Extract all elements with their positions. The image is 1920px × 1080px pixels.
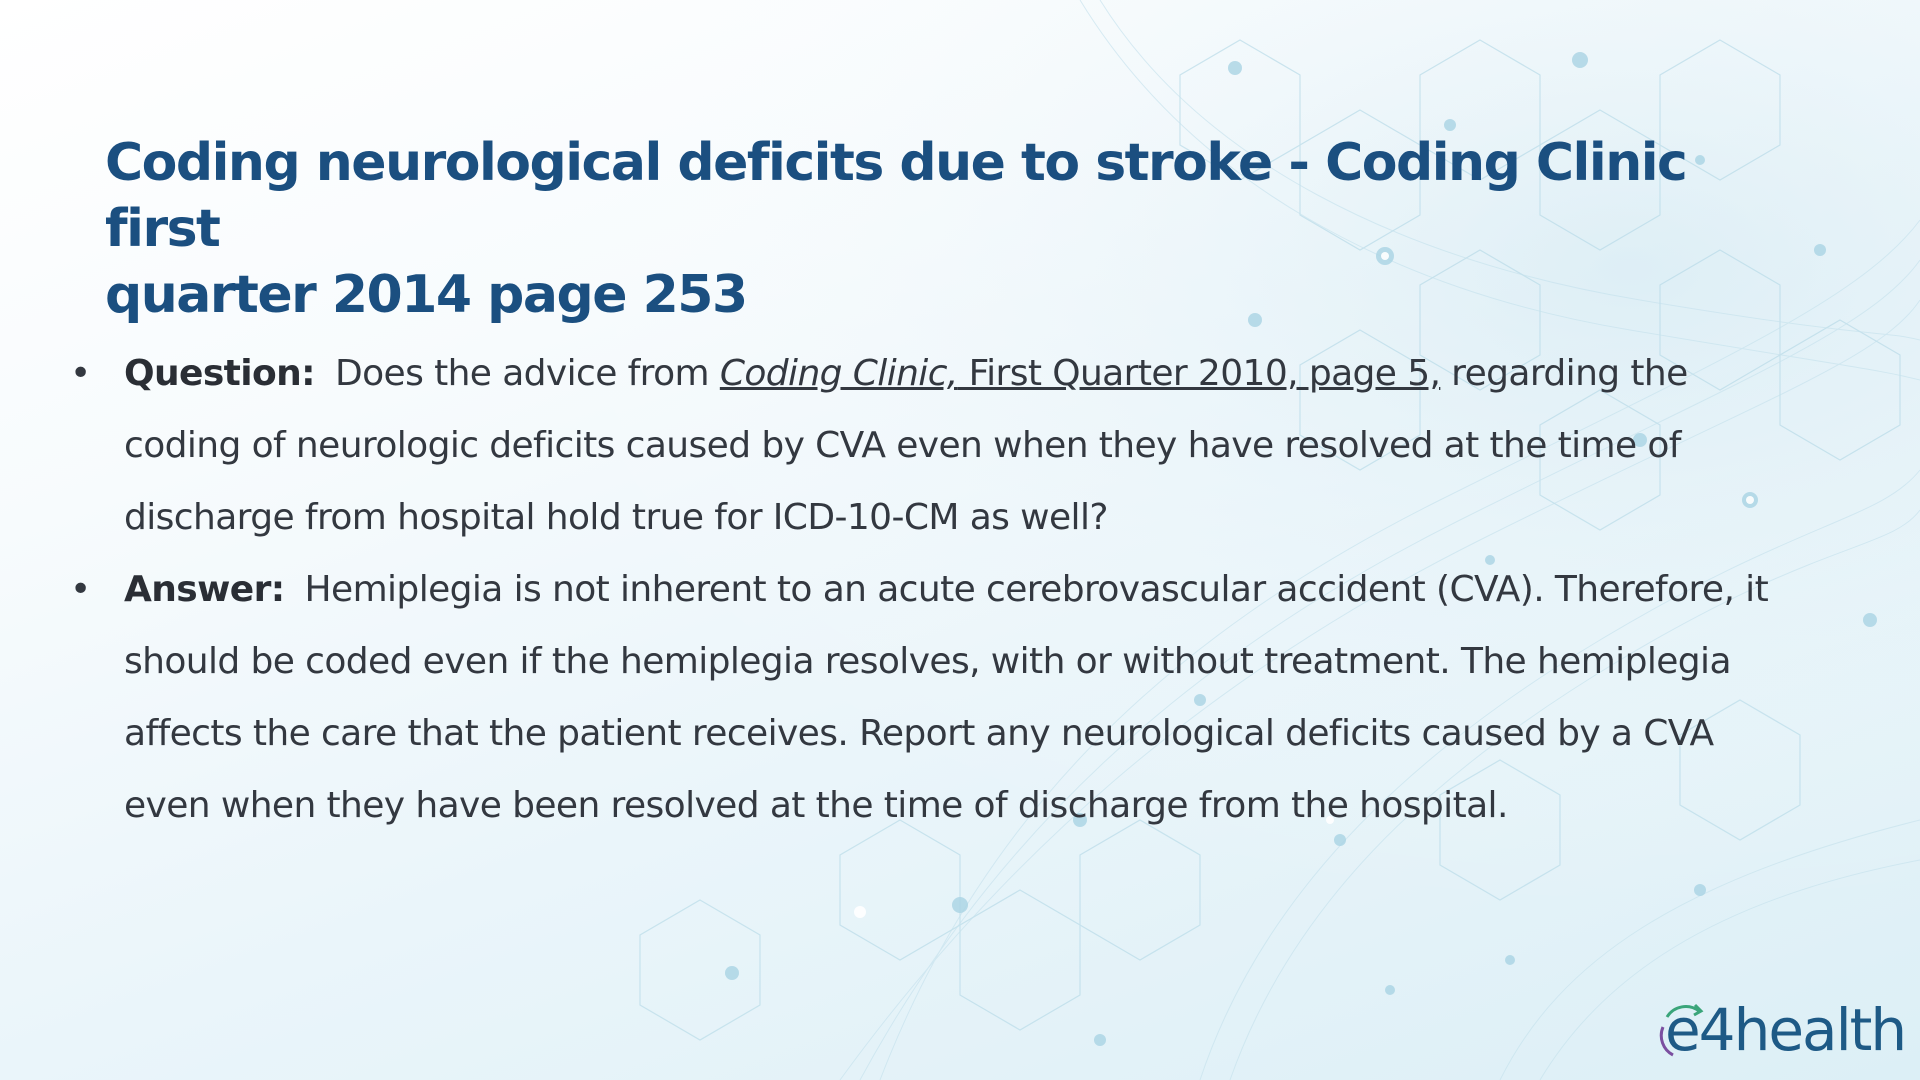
answer-text: Hemiplegia is not inherent to an acute cerebrovascular accident (CVA). Therefore, it should be coded even if the hemiplegia resolves, with or without treatment. The hemiplegia affects the care that the patient receives. Report any neurological deficits caused by a CVA even when they have been resolved at the time of discharge from the hospital. [124, 569, 1769, 826]
question-text-pre: Does the advice from [334, 353, 720, 394]
slide-title [105, 130, 1805, 328]
e4health-logo [1665, 995, 1906, 1065]
question-text-post: regarding the coding of neurologic deficits caused by CVA even when they have resolved at the time of discharge from hospital hold true for ICD-10-CM as well? [124, 353, 1688, 538]
question-label: Question: [124, 353, 315, 394]
bullet-answer [70, 554, 1790, 842]
logo-wordmark: e4health [1665, 996, 1906, 1064]
citation-title: Coding Clinic, [719, 353, 958, 394]
slide-title-line-1: Coding neurological deficits due to stroke - Coding Clinic first [105, 133, 1687, 259]
citation-detail: First Quarter 2010, page 5, [957, 353, 1441, 394]
answer-label: Answer: [124, 569, 285, 610]
bullet-marker: • [70, 353, 91, 394]
citation-link[interactable] [720, 353, 1441, 394]
bullet-marker: • [70, 569, 91, 610]
bullet-list [70, 338, 1790, 842]
bullet-question [70, 338, 1790, 554]
slide-title-line-2: quarter 2014 page 253 [105, 265, 747, 325]
